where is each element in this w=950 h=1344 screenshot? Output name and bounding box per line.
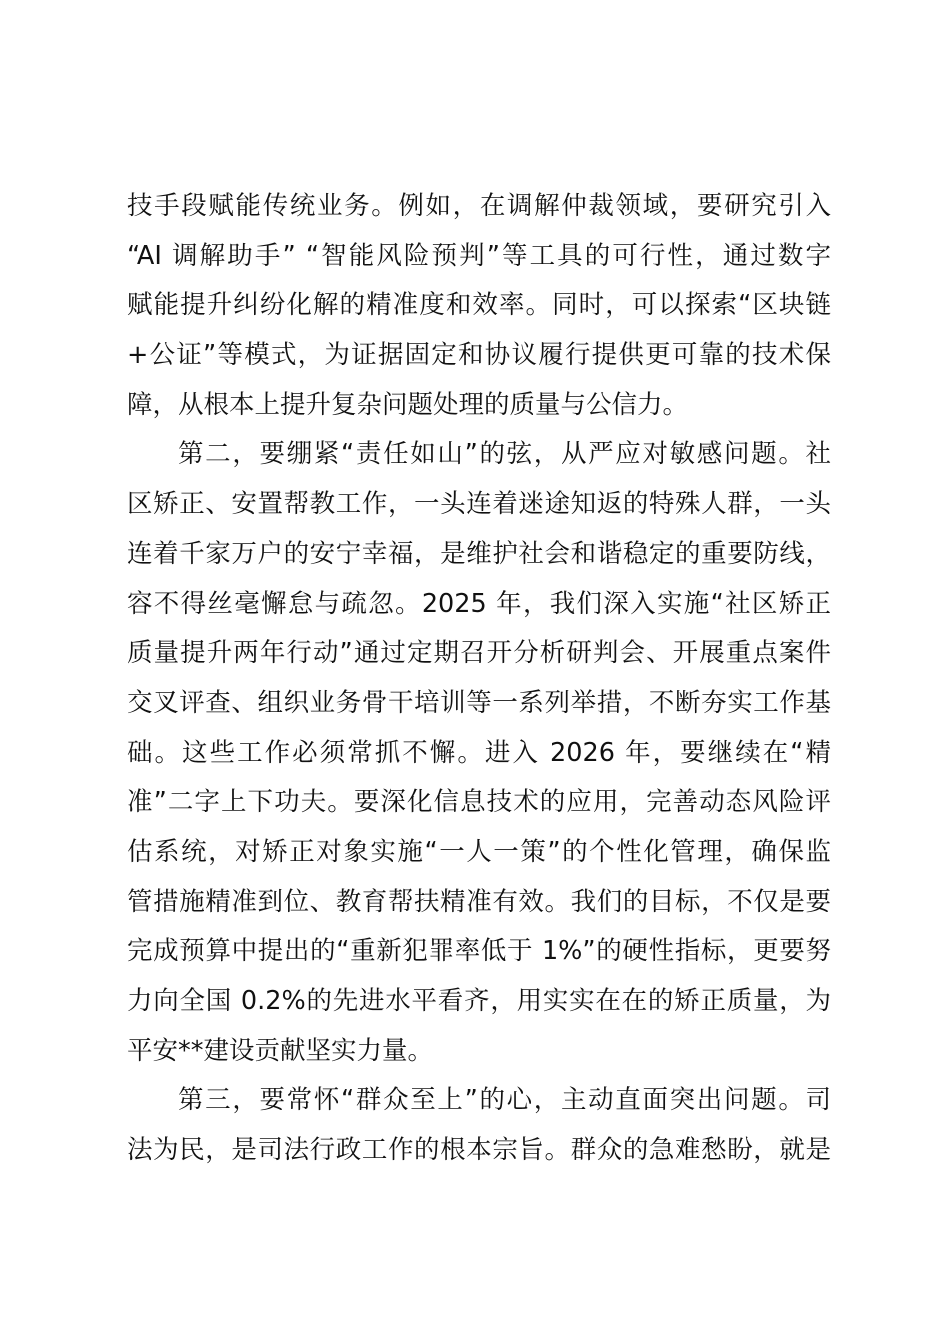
text-line: 质量提升两年行动”通过定期召开分析研判会、开展重点案件 [127,638,831,669]
text-line: 技手段赋能传统业务。例如，在调解仲裁领域，要研究引入 [127,191,831,221]
text-line: 赋能提升纠纷化解的精准度和效率。同时，可以探索“区块链 [127,290,831,321]
text-line: “AI 调解助手” “智能风险预判”等工具的可行性，通过数字 [127,240,831,271]
text-line: 交叉评查、组织业务骨干培训等一系列举措，不断夯实工作基 [127,687,831,718]
document-page [127,182,831,1176]
paragraph [127,430,831,1076]
text-line: 管措施精准到位、教育帮扶精准有效。我们的目标，不仅是要 [127,886,831,917]
text-line: 容不得丝毫懈怠与疏忽。2025 年，我们深入实施“社区矫正 [127,588,831,619]
paragraph [127,182,831,430]
text-line: 力向全国 0.2%的先进水平看齐，用实实在在的矫正质量，为 [127,986,831,1016]
text-line: 法为民，是司法行政工作的根本宗旨。群众的急难愁盼，就是 [127,1135,831,1166]
text-line: 平安**建设贡献坚实力量。 [127,1035,434,1066]
text-line: 础。这些工作必须常抓不懈。进入 2026 年，要继续在“精 [127,737,831,768]
text-line: 第三，要常怀“群众至上”的心，主动直面突出问题。司 [178,1085,831,1116]
text-line: +公证”等模式，为证据固定和协议履行提供更可靠的技术保 [127,340,831,371]
paragraph [127,1076,831,1175]
text-line: 第二，要绷紧“责任如山”的弦，从严应对敏感问题。社 [178,439,831,470]
text-line: 连着千家万户的安宁幸福，是维护社会和谐稳定的重要防线， [127,538,831,569]
text-line: 准”二字上下功夫。要深化信息技术的应用，完善动态风险评 [127,787,831,818]
text-line: 估系统，对矫正对象实施“一人一策”的个性化管理，确保监 [127,836,831,867]
text-line: 障，从根本上提升复杂问题处理的质量与公信力。 [127,389,689,420]
text-line: 区矫正、安置帮教工作，一头连着迷途知返的特殊人群，一头 [127,489,831,520]
text-line: 完成预算中提出的“重新犯罪率低于 1%”的硬性指标，更要努 [127,936,831,967]
